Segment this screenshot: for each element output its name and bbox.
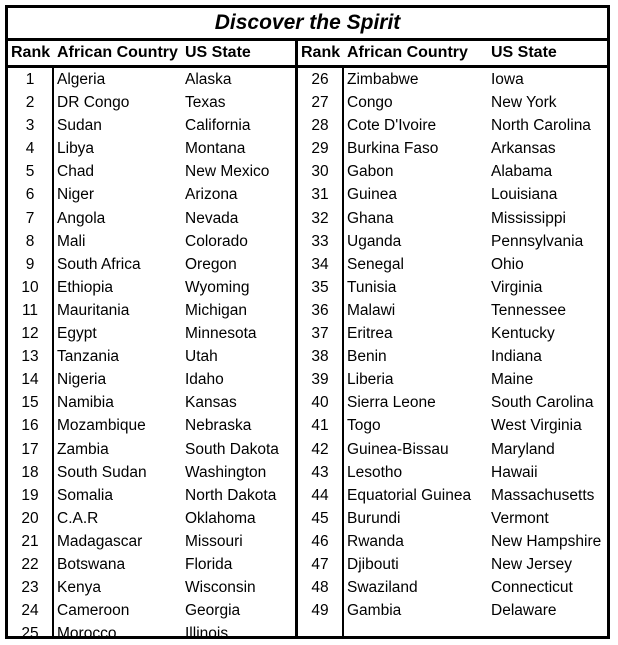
table-row xyxy=(8,530,295,553)
rank-cell: 3 xyxy=(25,117,35,135)
table-row xyxy=(8,207,295,230)
state-cell: Michigan xyxy=(185,301,248,319)
table-row xyxy=(8,299,295,322)
state-cell: Texas xyxy=(185,94,226,112)
country-cell: Guinea xyxy=(347,186,397,204)
state-cell: Alabama xyxy=(491,163,553,181)
country-cell: Somalia xyxy=(57,486,113,504)
rank-cell: 16 xyxy=(21,417,39,435)
state-cell: Illinois xyxy=(185,625,229,643)
rank-cell: 24 xyxy=(21,602,39,620)
rank-cell: 46 xyxy=(311,532,329,550)
state-cell: Alaska xyxy=(185,71,232,88)
country-cell: Malawi xyxy=(347,301,396,319)
state-cell: Minnesota xyxy=(185,325,257,343)
rank-cell: 15 xyxy=(21,394,39,412)
state-cell: Kansas xyxy=(185,394,237,412)
state-header: US State xyxy=(185,44,251,61)
state-cell: Mississippi xyxy=(491,209,566,227)
state-cell: Connecticut xyxy=(491,579,573,597)
table-row xyxy=(298,438,607,461)
state-cell: Delaware xyxy=(491,602,557,620)
rank-cell: 17 xyxy=(21,440,39,458)
country-cell: Egypt xyxy=(57,325,97,343)
state-cell: Arkansas xyxy=(491,140,556,158)
table-row xyxy=(298,576,607,599)
table-row xyxy=(298,91,607,114)
table-row xyxy=(8,414,295,437)
table-row xyxy=(298,207,607,230)
country-cell: South Sudan xyxy=(57,463,147,481)
table-row xyxy=(298,322,607,345)
country-cell: Togo xyxy=(347,417,381,435)
left-table xyxy=(8,41,295,643)
table-row xyxy=(8,576,295,599)
rank-cell: 6 xyxy=(25,186,35,204)
country-cell: Liberia xyxy=(347,371,394,389)
table-row xyxy=(8,438,295,461)
table-row xyxy=(298,368,607,391)
country-cell: Zambia xyxy=(57,440,109,458)
country-cell: Morocco xyxy=(57,625,117,643)
state-cell: Maryland xyxy=(491,440,555,458)
state-cell: Nevada xyxy=(185,209,239,227)
table-row xyxy=(298,414,607,437)
country-cell: Djibouti xyxy=(347,555,399,573)
state-cell: California xyxy=(185,117,251,135)
table-row xyxy=(298,137,607,160)
rank-cell: 18 xyxy=(21,463,39,481)
country-cell: Burkina Faso xyxy=(347,140,439,158)
right-table-body xyxy=(298,68,607,636)
rank-cell: 19 xyxy=(21,486,39,504)
table-row xyxy=(8,114,295,137)
country-cell: Mozambique xyxy=(57,417,146,435)
table-row xyxy=(298,253,607,276)
state-cell: West Virginia xyxy=(491,417,582,435)
table-row xyxy=(8,137,295,160)
rank-cell: 14 xyxy=(21,371,39,389)
table-row xyxy=(298,553,607,576)
table-row xyxy=(298,230,607,253)
table-row xyxy=(8,183,295,206)
country-cell: Congo xyxy=(347,94,393,112)
rank-cell: 38 xyxy=(311,348,329,366)
rank-cell: 13 xyxy=(21,348,39,366)
state-cell: Ohio xyxy=(491,255,524,273)
left-header-row xyxy=(8,41,295,68)
country-cell: Botswana xyxy=(57,555,126,573)
table-row xyxy=(298,68,607,91)
rank-cell: 39 xyxy=(311,371,329,389)
table-row xyxy=(8,276,295,299)
country-cell: Tanzania xyxy=(57,348,120,366)
state-cell: Florida xyxy=(185,555,233,573)
country-cell: Eritrea xyxy=(347,325,393,343)
rank-cell: 37 xyxy=(311,325,329,343)
table-row xyxy=(8,622,295,645)
country-cell: Rwanda xyxy=(347,532,404,550)
country-cell: DR Congo xyxy=(57,94,130,112)
table-row xyxy=(298,530,607,553)
table-row xyxy=(8,507,295,530)
state-cell: Kentucky xyxy=(491,325,555,343)
country-cell: Madagascar xyxy=(57,532,143,550)
rank-cell: 30 xyxy=(311,163,329,181)
country-cell: Uganda xyxy=(347,232,402,250)
country-cell: Niger xyxy=(57,186,95,204)
country-cell: Kenya xyxy=(57,579,101,597)
state-cell: Virginia xyxy=(491,278,543,296)
state-cell: South Carolina xyxy=(491,394,594,412)
state-cell: Hawaii xyxy=(491,463,538,481)
state-cell: Wisconsin xyxy=(185,579,256,597)
country-cell: Libya xyxy=(57,140,95,158)
table-row xyxy=(298,461,607,484)
state-cell: New Mexico xyxy=(185,163,270,181)
rank-cell: 44 xyxy=(311,486,329,504)
country-cell: Equatorial Guinea xyxy=(347,486,472,504)
country-header: African Country xyxy=(347,44,468,61)
state-cell: Utah xyxy=(185,348,218,366)
country-cell: Mali xyxy=(57,232,86,250)
country-cell: Guinea-Bissau xyxy=(347,440,449,458)
table-row xyxy=(8,553,295,576)
country-cell: Gambia xyxy=(347,602,402,620)
rank-cell: 7 xyxy=(25,209,35,227)
country-cell: Cote D'Ivoire xyxy=(347,117,437,135)
rank-cell: 35 xyxy=(311,278,329,296)
table-row xyxy=(298,391,607,414)
country-cell: Nigeria xyxy=(57,371,107,389)
country-cell: Burundi xyxy=(347,509,401,527)
state-cell: Georgia xyxy=(185,602,241,620)
state-cell: Oklahoma xyxy=(185,509,256,527)
table-row xyxy=(8,391,295,414)
tables-area xyxy=(8,41,607,643)
rank-cell: 26 xyxy=(311,71,329,88)
rank-cell: 11 xyxy=(21,301,39,319)
rank-cell: 34 xyxy=(311,255,329,273)
country-cell: Ethiopia xyxy=(57,278,114,296)
state-cell: Wyoming xyxy=(185,278,250,296)
rank-cell: 5 xyxy=(25,163,35,181)
rank-cell: 20 xyxy=(21,509,39,527)
table-row xyxy=(298,160,607,183)
table-row xyxy=(8,345,295,368)
state-cell: North Carolina xyxy=(491,117,591,135)
state-cell: Washington xyxy=(185,463,267,481)
country-cell: Namibia xyxy=(57,394,114,412)
state-cell: Arizona xyxy=(185,186,238,204)
rank-cell: 10 xyxy=(21,278,39,296)
rank-cell: 2 xyxy=(25,94,35,112)
table-row xyxy=(298,299,607,322)
table-row xyxy=(8,484,295,507)
rank-cell: 43 xyxy=(311,463,329,481)
country-cell: Senegal xyxy=(347,255,404,273)
state-cell: Vermont xyxy=(491,509,549,527)
rank-cell: 25 xyxy=(21,625,39,643)
state-cell: Massachusetts xyxy=(491,486,595,504)
left-table-body xyxy=(8,68,295,643)
country-cell: Zimbabwe xyxy=(347,71,419,88)
table-row xyxy=(8,68,295,91)
table-row xyxy=(8,599,295,622)
country-cell: Ghana xyxy=(347,209,394,227)
state-header: US State xyxy=(491,44,557,61)
table-row xyxy=(298,276,607,299)
table-row xyxy=(8,91,295,114)
state-cell: North Dakota xyxy=(185,486,277,504)
rank-cell: 21 xyxy=(21,532,39,550)
table-row xyxy=(298,114,607,137)
state-cell: Indiana xyxy=(491,348,542,366)
rank-cell: 22 xyxy=(21,555,39,573)
country-cell: Gabon xyxy=(347,163,394,181)
rank-cell: 41 xyxy=(311,417,329,435)
rank-cell: 4 xyxy=(25,140,35,158)
table-row xyxy=(8,230,295,253)
rank-cell: 48 xyxy=(311,579,329,597)
country-cell: Tunisia xyxy=(347,278,397,296)
rank-cell: 40 xyxy=(311,394,329,412)
state-cell: Nebraska xyxy=(185,417,252,435)
rank-cell: 49 xyxy=(311,602,329,620)
table-row xyxy=(298,183,607,206)
rank-cell: 31 xyxy=(311,186,329,204)
state-cell: Iowa xyxy=(491,71,524,88)
country-header: African Country xyxy=(57,44,178,61)
rank-cell: 27 xyxy=(311,94,329,112)
country-cell: Angola xyxy=(57,209,106,227)
state-cell: Colorado xyxy=(185,232,248,250)
country-cell: Chad xyxy=(57,163,95,181)
country-cell: Mauritania xyxy=(57,301,130,319)
state-cell: New Hampshire xyxy=(491,532,602,550)
rank-header: Rank xyxy=(11,44,51,61)
right-header-row xyxy=(298,41,607,68)
rank-cell: 42 xyxy=(311,440,329,458)
right-table xyxy=(295,41,607,636)
country-cell: C.A.R xyxy=(57,509,99,527)
rank-cell: 28 xyxy=(311,117,329,135)
state-cell: Idaho xyxy=(185,371,224,389)
country-cell: South Africa xyxy=(57,255,141,273)
sheet-title: Discover the Spirit xyxy=(8,8,607,41)
state-cell: Missouri xyxy=(185,532,243,550)
state-cell: New Jersey xyxy=(491,555,572,573)
state-cell: Louisiana xyxy=(491,186,558,204)
rank-cell: 47 xyxy=(311,555,329,573)
country-cell: Benin xyxy=(347,348,387,366)
rank-cell: 45 xyxy=(311,509,329,527)
rank-cell: 29 xyxy=(311,140,329,158)
table-row xyxy=(8,322,295,345)
table-row xyxy=(8,253,295,276)
state-cell: Montana xyxy=(185,140,246,158)
country-cell: Swaziland xyxy=(347,579,418,597)
state-cell: Pennsylvania xyxy=(491,232,584,250)
country-cell: Algeria xyxy=(57,71,106,88)
rank-cell: 9 xyxy=(25,255,35,273)
rank-cell: 32 xyxy=(311,209,329,227)
country-cell: Lesotho xyxy=(347,463,403,481)
ranking-sheet xyxy=(5,5,610,643)
table-row xyxy=(8,461,295,484)
state-cell: New York xyxy=(491,94,557,112)
table-row xyxy=(8,160,295,183)
rank-cell: 12 xyxy=(21,325,39,343)
table-row xyxy=(298,484,607,507)
table-row xyxy=(298,599,607,622)
state-cell: Oregon xyxy=(185,255,237,273)
table-row xyxy=(298,507,607,530)
rank-header: Rank xyxy=(301,44,341,61)
state-cell: Tennessee xyxy=(491,301,566,319)
state-cell: South Dakota xyxy=(185,440,279,458)
country-cell: Sudan xyxy=(57,117,102,135)
rank-cell: 23 xyxy=(21,579,39,597)
table-row xyxy=(298,345,607,368)
country-cell: Cameroon xyxy=(57,602,130,620)
state-cell: Maine xyxy=(491,371,534,389)
table-row xyxy=(8,368,295,391)
rank-cell: 33 xyxy=(311,232,329,250)
rank-cell: 1 xyxy=(25,71,35,88)
rank-cell: 36 xyxy=(311,301,329,319)
rank-cell: 8 xyxy=(25,232,35,250)
country-cell: Sierra Leone xyxy=(347,394,436,412)
